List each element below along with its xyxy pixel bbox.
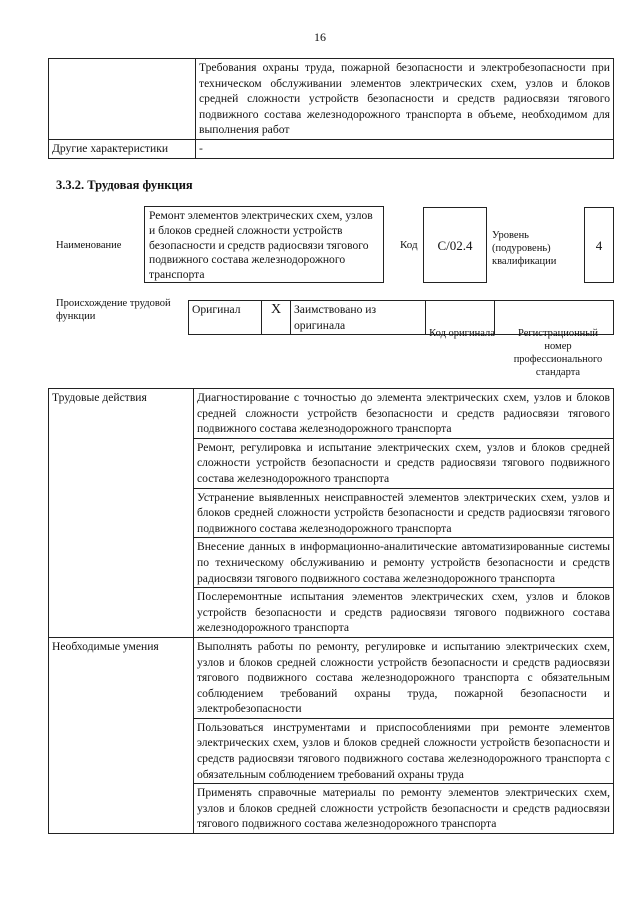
action-item: Ремонт, регулировка и испытание электрических схем, узлов и блоков средней сложности устройств безопасности и средств радиосвязи тягового подвижного состава железнодорожного транспорта (194, 438, 614, 488)
top-table-requirements-cell: Требования охраны труда, пожарной безопасности и электробезопасности при техническом обслуживании элементов электрических схем, узлов и блоков средней сложности устройств безопасности и средств радиосвязи тягового подвижного состава железнодорожного транспорта в объеме, необходимом для выполнения работ (196, 59, 614, 140)
action-item: Устранение выявленных неисправностей элементов электрических схем, узлов и блоков средней сложности устройств безопасности и средств радиосвязи тягового подвижного состава железнодорожного транспорта (194, 488, 614, 538)
level-box: 4 (584, 207, 614, 283)
function-name-box: Ремонт элементов электрических схем, узлов и блоков средней сложности устройств безопасности и средств радиосвязи тягового подвижного состава железнодорожного транспорта (144, 206, 384, 283)
main-table (48, 388, 614, 834)
section-heading: 3.3.2. Трудовая функция (56, 178, 193, 192)
actions-header: Трудовые действия (49, 389, 194, 638)
original-label: Оригинал (189, 301, 262, 335)
level-label (492, 229, 556, 268)
top-table (48, 58, 614, 159)
top-table-empty-cell (49, 59, 196, 140)
original-mark: X (262, 301, 291, 335)
page-number: 16 (314, 30, 326, 44)
other-characteristics-label: Другие характеристики (49, 139, 196, 158)
code-label: Код (400, 239, 418, 251)
level-label-line-1: Уровень (492, 230, 529, 241)
other-characteristics-value: - (196, 139, 614, 158)
action-item: Диагностирование с точностью до элемента электрических схем, узлов и блоков средней сложности устройств безопасности и средств радиосвязи тягового подвижного состава железнодорожного транспорта (194, 389, 614, 439)
origin-label: Происхождение трудовой функции (56, 298, 171, 322)
level-label-line-3: квалификации (492, 256, 557, 267)
skill-item: Пользоваться инструментами и приспособлениями при ремонте элементов электрических схем, узлов и блоков средней сложности устройств безопасности и средств радиосвязи тягового подвижного состава железнодорожного транспорта с обязательным соблюдением требований охраны труда (194, 718, 614, 783)
action-item: Внесение данных в информационно-аналитические автоматизированные системы по техническому обслуживанию и ремонту устройств безопасности и средств радиосвязи тягового подвижного состава железнодорожного транспорта (194, 538, 614, 588)
skill-item: Применять справочные материалы по ремонту элементов электрических схем, узлов и блоков средней сложности устройств безопасности и средств радиосвязи тягового подвижного состава железнодорожного транспорта (194, 784, 614, 834)
name-label: Наименование (56, 240, 122, 251)
code-box: C/02.4 (423, 207, 487, 283)
reg-caption: Регистрационный номер профессионального стандарта (513, 328, 603, 378)
action-item: Послеремонтные испытания элементов электрических схем, узлов и блоков устройств безопасности и средств радиосвязи тягового подвижного состава железнодорожного транспорта (194, 588, 614, 638)
code-caption: Код оригинала (429, 328, 495, 339)
skill-item: Выполнять работы по ремонту, регулировке и испытанию электрических схем, узлов и блоков средней сложности устройств безопасности и средств радиосвязи тягового подвижного состава железнодорожного транспорта с обязательным соблюдением требований охраны труда, пожарной безопасности и электробезопасности (194, 637, 614, 718)
borrowed-label: Заимствовано из оригинала (291, 301, 426, 335)
level-label-line-2: (подуровень) (492, 243, 551, 254)
skills-header: Необходимые умения (49, 637, 194, 833)
